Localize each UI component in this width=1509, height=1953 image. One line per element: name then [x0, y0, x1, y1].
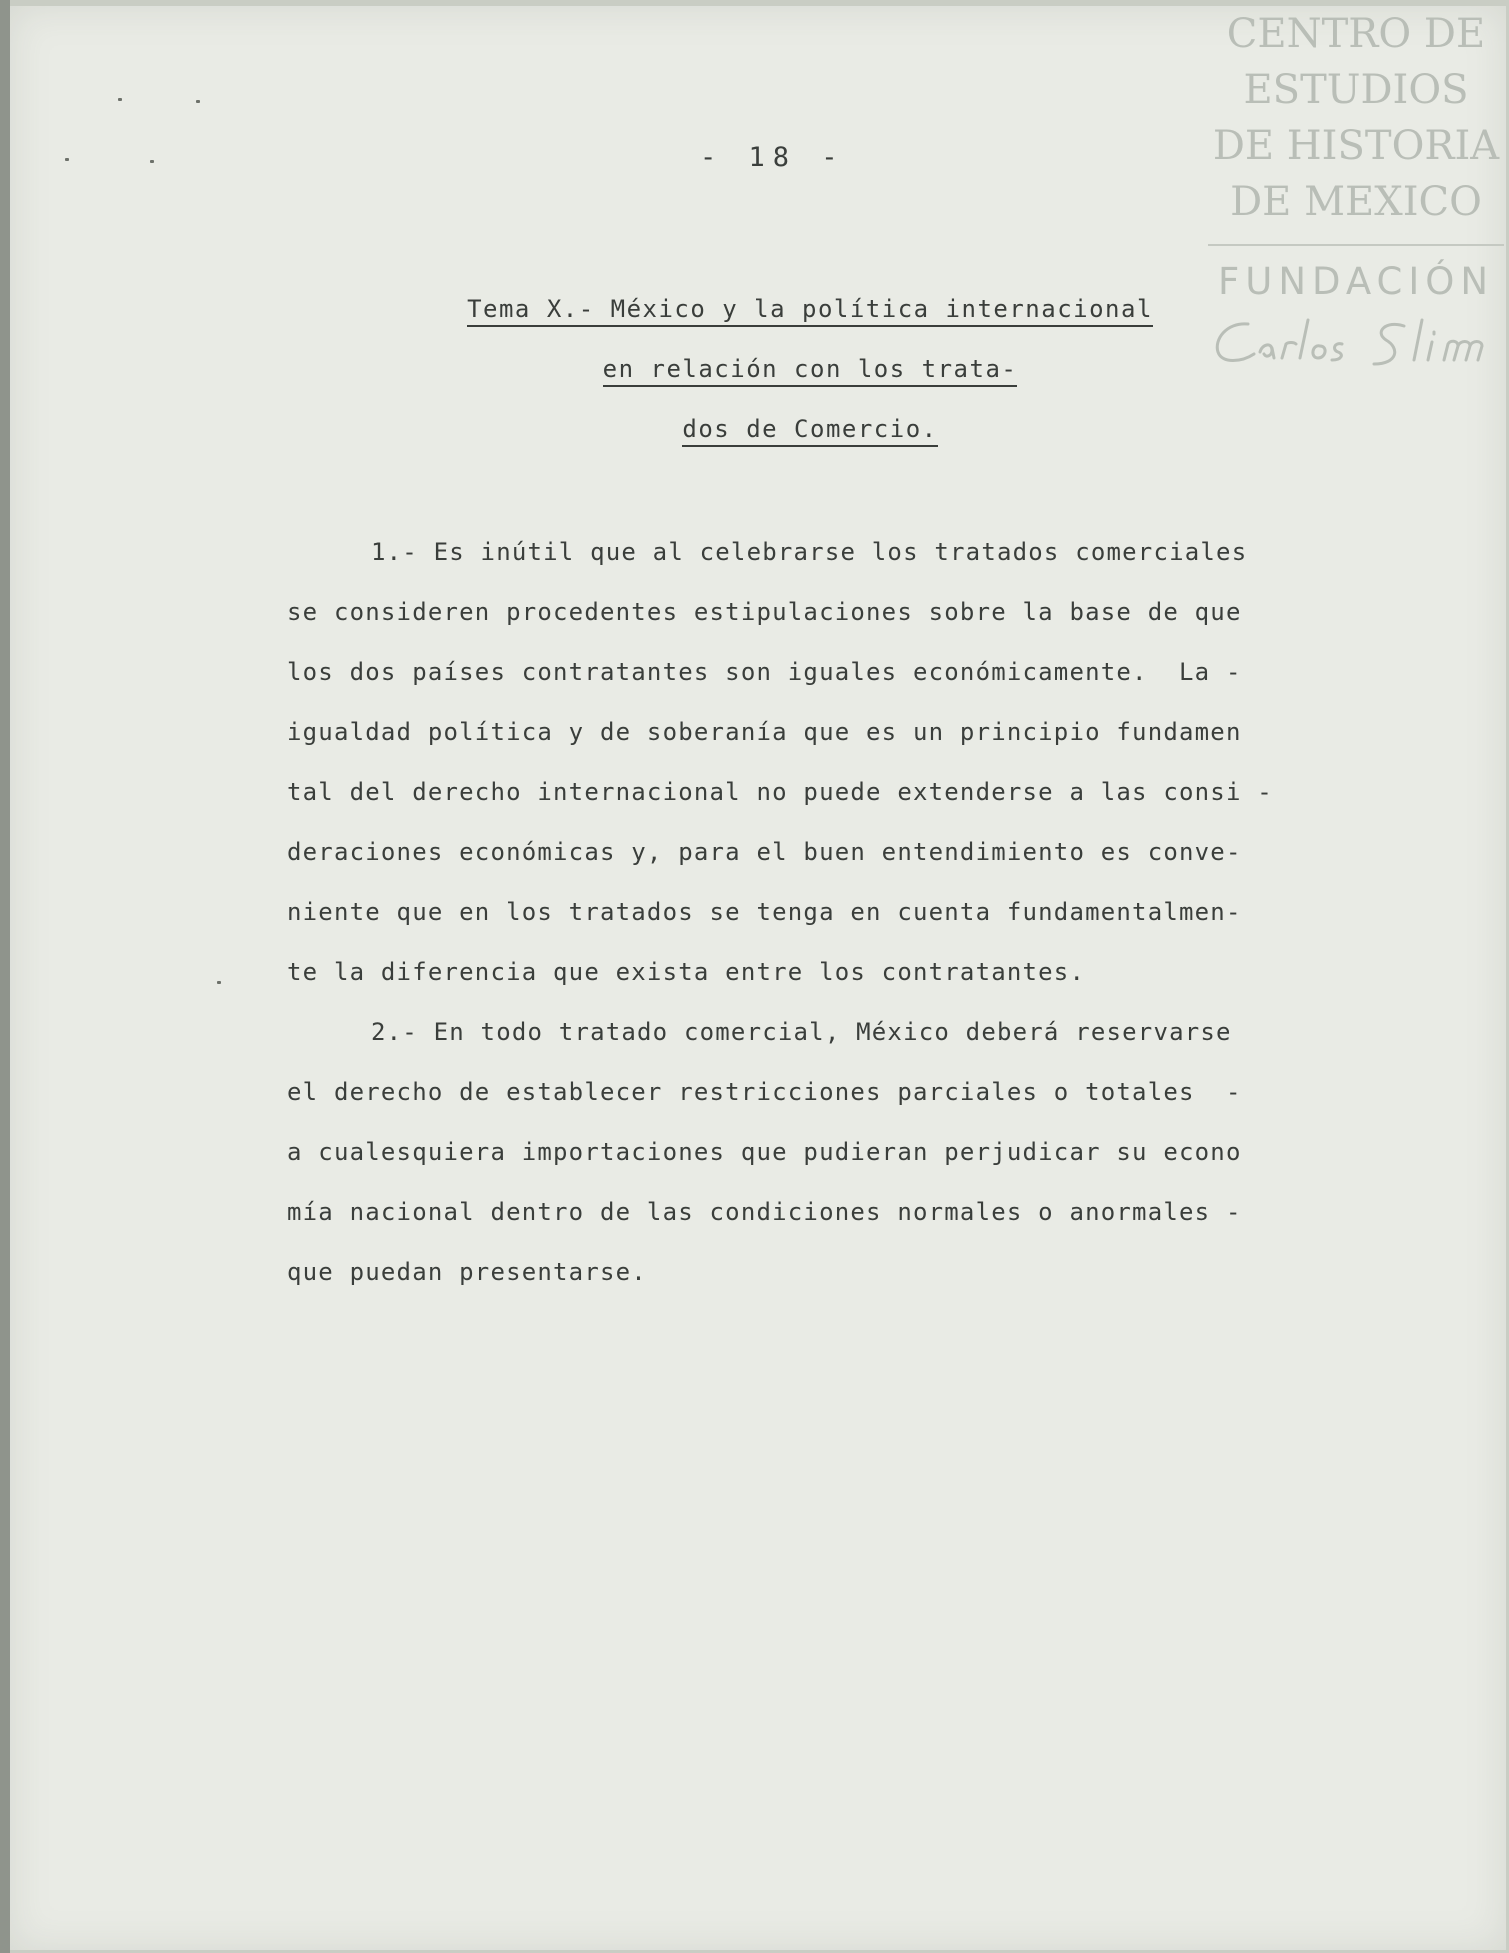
stamp-line-1: CENTRO DE — [1226, 11, 1486, 57]
stamp-line-4: DE MEXICO — [1230, 179, 1482, 225]
stamp-divider — [1208, 244, 1504, 246]
stamp-foundation: FUNDACIÓN — [1217, 260, 1495, 303]
heading-line-1: Tema X.- México y la política internacional — [467, 295, 1153, 327]
stamp-line-2: ESTUDIOS — [1243, 67, 1469, 113]
heading-line-3: dos de Comercio. — [682, 415, 937, 447]
body-line: te la diferencia que exista entre los contratantes. — [287, 958, 1086, 986]
archive-watermark-stamp — [1208, 6, 1504, 376]
body-line: los dos países contratantes son iguales económicamente. La - — [287, 658, 1242, 686]
body-line: que puedan presentarse. — [287, 1258, 647, 1286]
body-line: igualdad política y de soberanía que es un principio fundamen — [287, 718, 1242, 746]
body-line: 1.- Es inútil que al celebrarse los tratados comerciales — [371, 538, 1248, 566]
body-line: mía nacional dentro de las condiciones normales o anormales - — [287, 1198, 1242, 1226]
body-line: el derecho de establecer restricciones parciales o totales - — [287, 1078, 1242, 1106]
body-line: tal del derecho internacional no puede extenderse a las consi - — [287, 778, 1273, 806]
scan-edge — [0, 0, 10, 1953]
document-heading — [420, 292, 1200, 472]
body-line: 2.- En todo tratado comercial, México deberá reservarse — [371, 1018, 1232, 1046]
stamp-line-3: DE HISTORIA — [1212, 123, 1500, 169]
heading-line-2: en relación con los trata- — [603, 355, 1018, 387]
body-line: deraciones económicas y, para el buen entendimiento es conve- — [287, 838, 1242, 866]
stamp-signature-logo — [1208, 312, 1504, 372]
body-line: niente que en los tratados se tenga en cuenta fundamentalmen- — [287, 898, 1242, 926]
document-body — [287, 534, 1372, 1314]
body-line: se consideren procedentes estipulaciones sobre la base de que — [287, 598, 1242, 626]
page-number: - 18 - — [700, 142, 846, 173]
body-line: a cualesquiera importaciones que pudieran perjudicar su econo — [287, 1138, 1242, 1166]
